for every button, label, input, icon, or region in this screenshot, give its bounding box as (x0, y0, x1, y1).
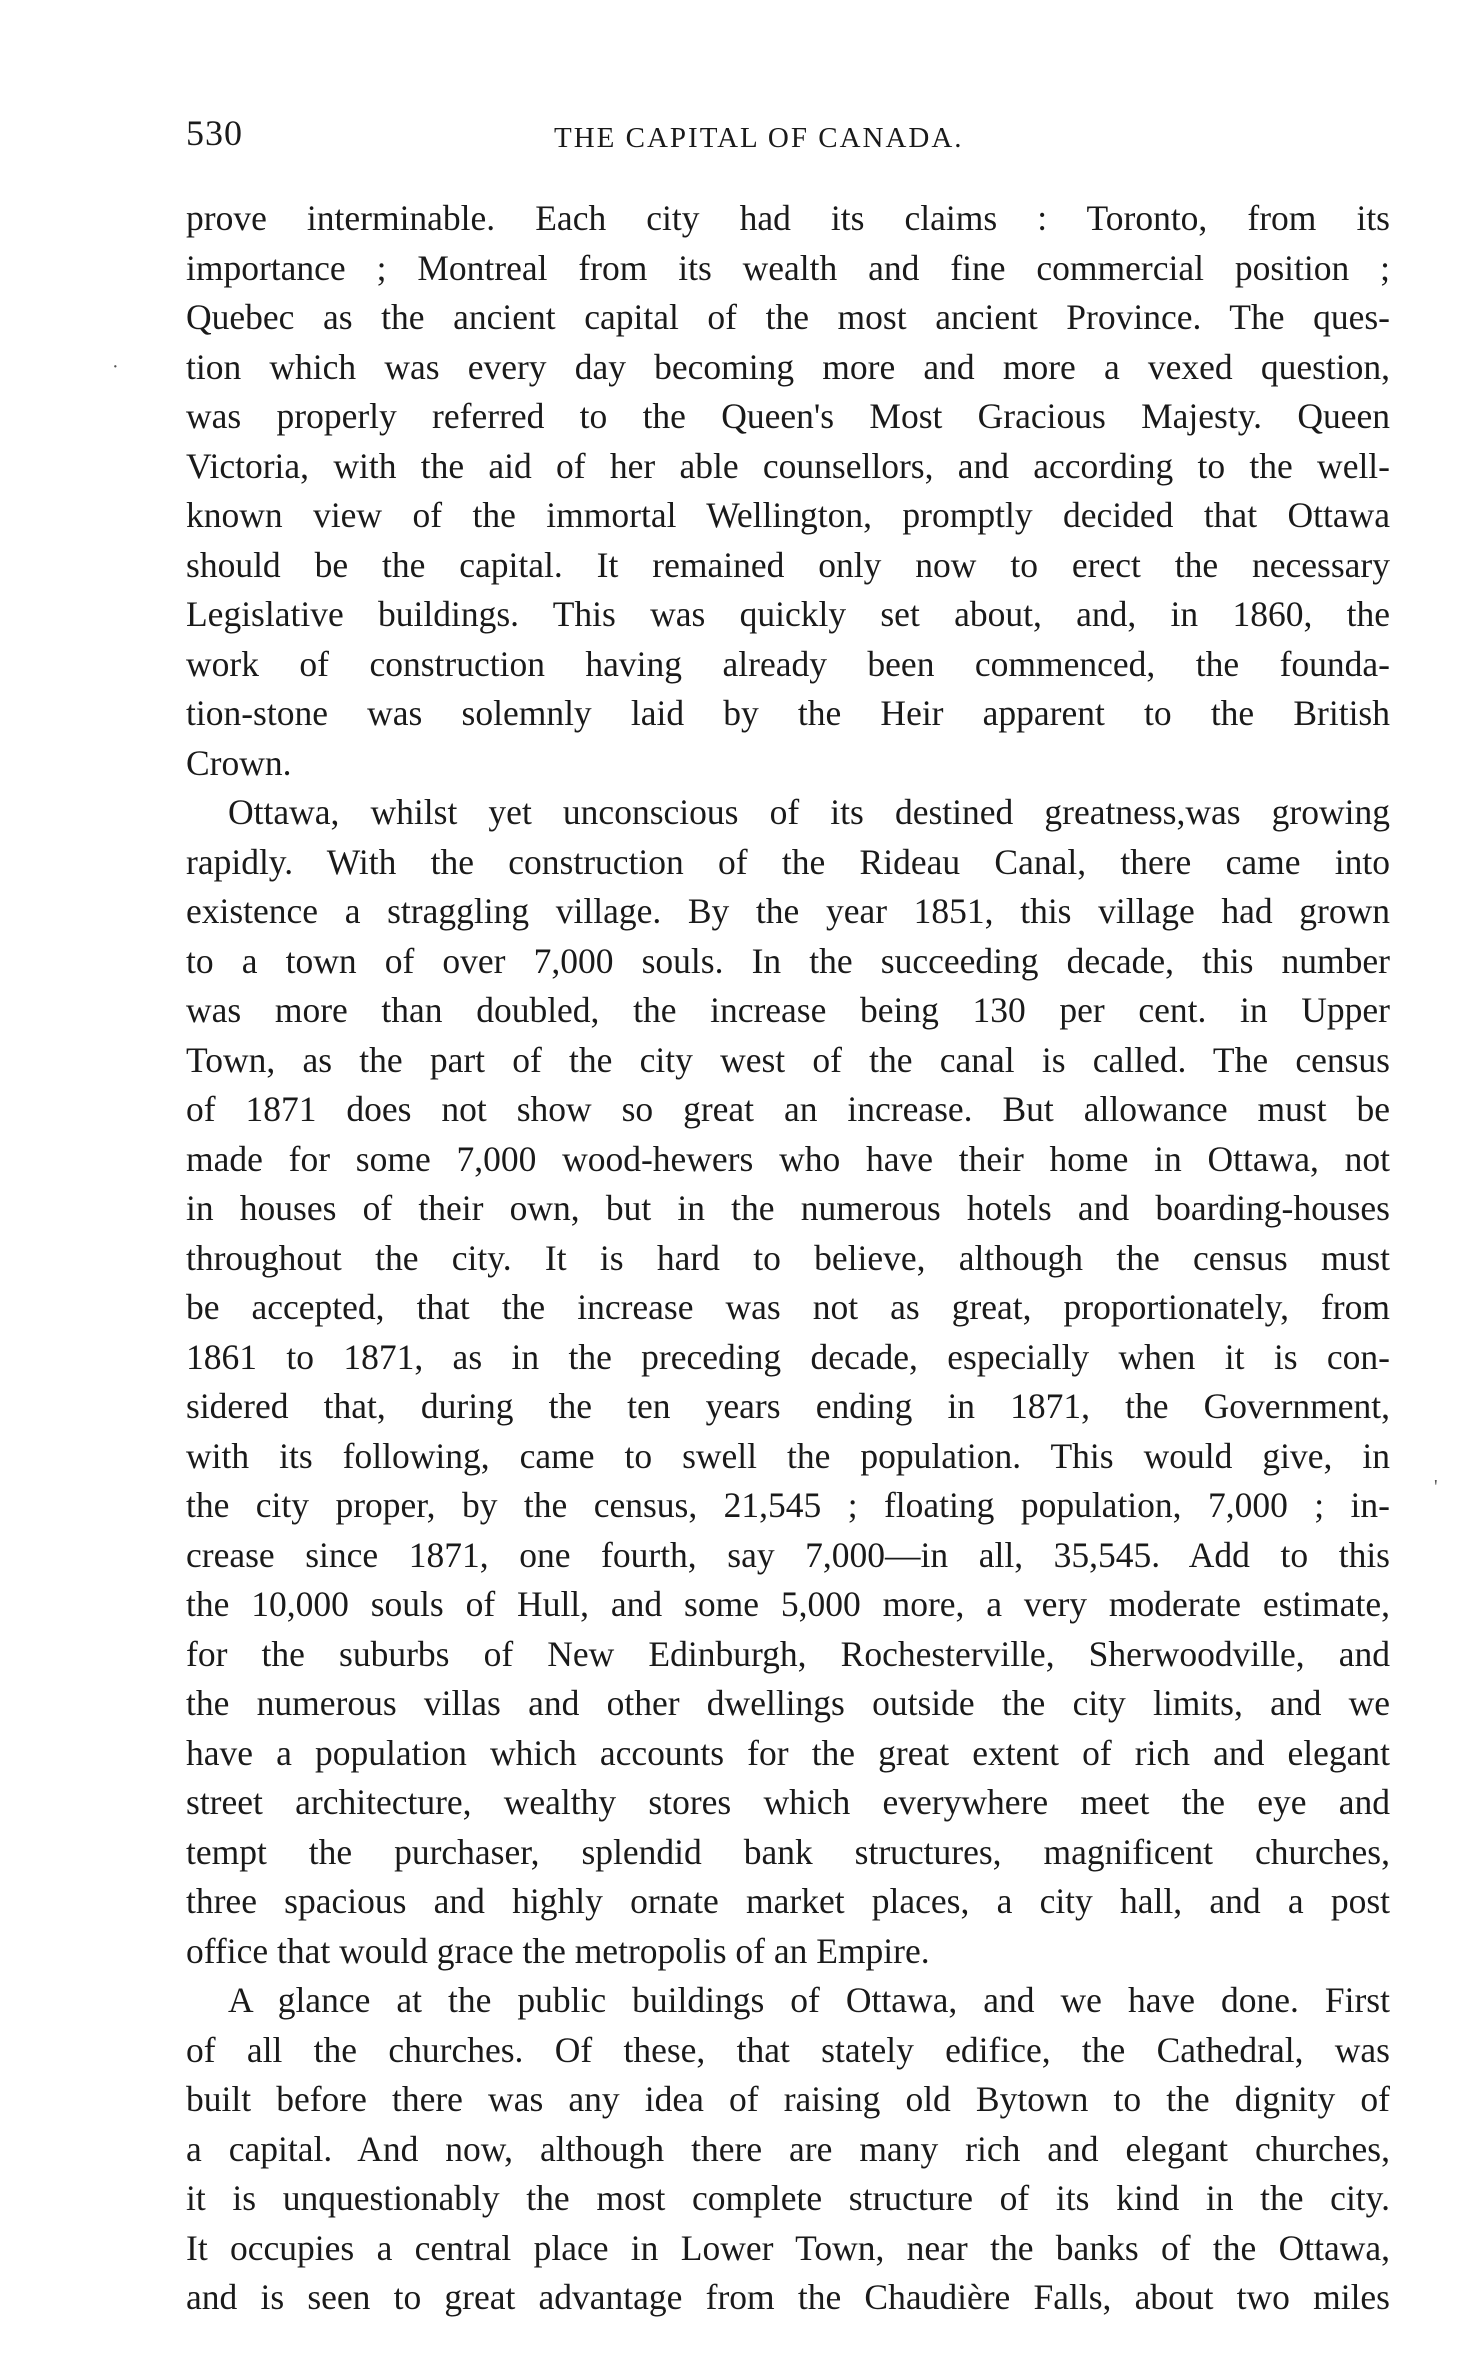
text-line: importance ; Montreal from its wealth and fine commercial position ; (186, 247, 1390, 288)
text-line: of all the churches. Of these, that stately edifice, the Cathedral, was (186, 2029, 1390, 2070)
text-line: street architecture, wealthy stores which everywhere meet the eye and (186, 1782, 1390, 1822)
body-text (186, 194, 1390, 2323)
text-line: the 10,000 souls of Hull, and some 5,000 more, a very moderate estimate, (186, 1584, 1390, 1624)
paragraph-end-line: office that would grace the metropolis of an Empire. (186, 1930, 930, 1971)
margin-tick: ' (1434, 1476, 1438, 1498)
text-line: throughout the city. It is hard to believe, although the census must (186, 1237, 1390, 1278)
text-line: be accepted, that the increase was not as great, proportionately, from (186, 1287, 1390, 1327)
text-line: crease since 1871, one fourth, say 7,000—in all, 35,545. Add to this (186, 1534, 1390, 1575)
text-line: tion-stone was solemnly laid by the Heir apparent to the British (186, 693, 1390, 733)
text-line: tion which was every day becoming more and more a vexed question, (186, 346, 1390, 387)
paragraph-start-line: A glance at the public buildings of Ottawa, and we have done. First (228, 1980, 1390, 2020)
text-line: Quebec as the ancient capital of the most ancient Province. The ques- (186, 297, 1390, 337)
text-line: the numerous villas and other dwellings outside the city limits, and we (186, 1683, 1390, 1723)
running-title: THE CAPITAL OF CANADA. (554, 122, 964, 154)
text-line: 1861 to 1871, as in the preceding decade, especially when it is con- (186, 1336, 1390, 1377)
page-number: 530 (186, 113, 243, 153)
text-line: sidered that, during the ten years ending in 1871, the Government, (186, 1386, 1390, 1426)
text-line: work of construction having already been commenced, the founda- (186, 643, 1390, 684)
text-line: Legislative buildings. This was quickly set about, and, in 1860, the (186, 594, 1390, 634)
text-line: of 1871 does not show so great an increase. But allowance must be (186, 1089, 1390, 1129)
text-line: for the suburbs of New Edinburgh, Rochesterville, Sherwoodville, and (186, 1633, 1390, 1674)
text-line: was properly referred to the Queen's Most Gracious Majesty. Queen (186, 396, 1390, 436)
text-line: with its following, came to swell the population. This would give, in (186, 1435, 1390, 1476)
text-line: It occupies a central place in Lower Town, near the banks of the Ottawa, (186, 2227, 1390, 2268)
text-line: a capital. And now, although there are many rich and elegant churches, (186, 2128, 1390, 2169)
text-line: and is seen to great advantage from the Chaudière Falls, about two miles (186, 2277, 1390, 2317)
text-line: three spacious and highly ornate market places, a city hall, and a post (186, 1881, 1390, 1921)
text-line: Town, as the part of the city west of the canal is called. The census (186, 1039, 1390, 1080)
text-line: tempt the purchaser, splendid bank structures, magnificent churches, (186, 1831, 1390, 1872)
text-line: in houses of their own, but in the numerous hotels and boarding-houses (186, 1188, 1390, 1228)
text-line: it is unquestionably the most complete structure of its kind in the city. (186, 2178, 1390, 2218)
paragraph-end-line: Crown. (186, 742, 292, 783)
text-line: rapidly. With the construction of the Rideau Canal, there came into (186, 841, 1390, 882)
text-line: Victoria, with the aid of her able counsellors, and according to the well- (186, 445, 1390, 486)
text-line: should be the capital. It remained only now to erect the necessary (186, 544, 1390, 585)
margin-dot: · (112, 356, 119, 378)
paragraph-start-line: Ottawa, whilst yet unconscious of its destined greatness,was growing (228, 792, 1390, 832)
text-line: prove interminable. Each city had its claims : Toronto, from its (186, 198, 1390, 238)
text-line: made for some 7,000 wood-hewers who have their home in Ottawa, not (186, 1138, 1390, 1179)
text-line: existence a straggling village. By the year 1851, this village had grown (186, 891, 1390, 931)
page-header (186, 112, 1386, 162)
text-line: to a town of over 7,000 souls. In the succeeding decade, this number (186, 940, 1390, 981)
text-line: have a population which accounts for the great extent of rich and elegant (186, 1732, 1390, 1773)
text-line: known view of the immortal Wellington, promptly decided that Ottawa (186, 495, 1390, 535)
text-line: was more than doubled, the increase being 130 per cent. in Upper (186, 990, 1390, 1030)
text-line: the city proper, by the census, 21,545 ; floating population, 7,000 ; in- (186, 1485, 1390, 1525)
text-line: built before there was any idea of raising old Bytown to the dignity of (186, 2079, 1390, 2119)
